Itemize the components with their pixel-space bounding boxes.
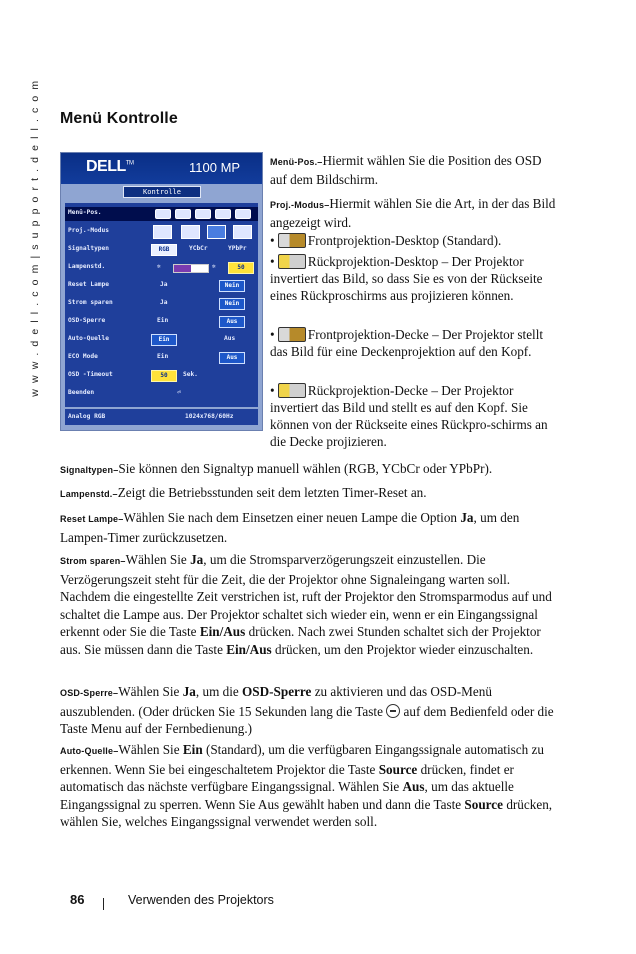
signal-description: Signaltypen–Sie können den Signaltyp manuell wählen (RGB, YCbCr oder YPbPr). <box>60 461 493 476</box>
osd-row-auto-source[interactable]: Auto-Quelle Ein Aus <box>65 333 258 347</box>
osd-title: Kontrolle <box>123 186 201 198</box>
osd-row-menu-pos[interactable]: Menü-Pos. <box>65 207 258 221</box>
bullet-rear-ceiling: • Rückprojektion-Decke – Der Projektor invertiert das Bild und stellt es auf den Kopf. Sie können von der Rückseite eines Rückpro-schirms an die Decke projizieren. <box>270 383 548 449</box>
footer-divider <box>103 898 104 910</box>
position-icon <box>175 209 191 219</box>
osd-row-timeout[interactable]: OSD -Timeout 50 Sek. <box>65 369 258 383</box>
sidebar-url: w w w . d e l l . c o m | s u p p o r t . d e l l . c o m <box>29 79 41 397</box>
osd-panel <box>65 203 258 407</box>
bullet-front-desktop: • Frontprojektion-Desktop (Standard). <box>270 233 502 248</box>
osd-row-signal[interactable]: Signaltypen RGB YCbCr YPbPr <box>65 243 258 257</box>
osd-model: 1100 MP <box>189 160 241 175</box>
auto-source-description: Auto-Quelle–Wählen Sie Ein (Standard), um die verfügbaren Eingangssignale automatisch zu erkennen. Wenn Sie bei eingeschaltetem Projektor die Taste Source drücken, findet er automatisch das nächste verfügbare Eingangssignal. Wählen Sie Aus, um das aktuelle Eingangssignal zu sperren. Wenn Sie Aus gewählt haben und dann die Taste Source drücken, wählen Sie, welches Eingangssignal verwendet werden soll. <box>60 742 553 829</box>
menu-button-icon <box>386 704 400 718</box>
page-number: 86 <box>70 892 85 907</box>
front-desktop-icon <box>278 233 306 248</box>
osd-row-power-save[interactable]: Strom sparen Ja Nein <box>65 297 258 311</box>
osd-row-exit[interactable]: Beenden ⏎ <box>68 389 181 396</box>
reset-description: Reset Lampe–Wählen Sie nach dem Einsetzen einer neuen Lampe die Option Ja, um den Lampen-Timer zurückzusetzen. <box>60 510 520 545</box>
dell-logo: DELL™ <box>86 158 134 175</box>
rear-desktop-icon <box>278 254 306 269</box>
footer-title: Verwenden des Projektors <box>128 893 274 907</box>
position-icon <box>235 209 251 219</box>
osd-menu-image <box>60 152 263 431</box>
position-icon <box>195 209 211 219</box>
front-ceiling-icon <box>278 327 306 342</box>
lamp-icon: ✲ <box>212 263 216 270</box>
proj-mode-description: Proj.-Modus–Hiermit wählen Sie die Art, in der das Bild angezeigt wird. <box>270 196 556 230</box>
bullet-rear-desktop: • Rückprojektion-Desktop – Der Projektor invertiert das Bild, so dass Sie es von der Rückseite eines Rückproschirms aus projizieren können. <box>270 254 543 303</box>
menu-pos-description: Menü-Pos.–Hiermit wählen Sie die Position des OSD auf dem Bildschirm. <box>270 153 542 187</box>
exit-icon: ⏎ <box>177 389 181 396</box>
osd-row-proj-mode[interactable]: Proj.-Modus <box>65 225 258 239</box>
osd-row-eco[interactable]: ECO Mode Ein Aus <box>65 351 258 365</box>
lamp-icon: ✲ <box>157 263 161 270</box>
projection-icon <box>207 225 226 239</box>
lamp-bar <box>173 264 209 273</box>
page-heading: Menü Kontrolle <box>60 110 178 127</box>
osd-row-lamp: Lampenstd. ✲ ✲ 50 <box>65 261 258 275</box>
osd-header <box>61 153 262 184</box>
position-icon <box>215 209 231 219</box>
projection-icon <box>153 225 172 239</box>
osd-status-bar: Analog RGB 1024x768/60Hz <box>65 409 258 425</box>
osd-lock-description: OSD-Sperre–Wählen Sie Ja, um die OSD-Sperre zu aktivieren und das OSD-Menü auszublenden. (Oder drücken Sie 15 Sekunden lang die Taste auf dem Bedienfeld oder die Taste Menu auf der Fernbedienung.) <box>60 684 554 736</box>
projection-icon <box>181 225 200 239</box>
rear-ceiling-icon <box>278 383 306 398</box>
osd-row-reset[interactable]: Reset Lampe Ja Nein <box>65 279 258 293</box>
bullet-front-ceiling: • Frontprojektion-Decke – Der Projektor stellt das Bild für eine Deckenprojektion auf den Kopf. <box>270 327 544 359</box>
position-icon <box>155 209 171 219</box>
projection-icon <box>233 225 252 239</box>
osd-row-osd-lock[interactable]: OSD-Sperre Ein Aus <box>65 315 258 329</box>
power-save-description: Strom sparen–Wählen Sie Ja, um die Stromsparverzögerungszeit einzustellen. Die Verzögerungszeit steht für die Zeit, die der Projektor ohne Signaleingang warten soll. Nachdem die eingestellte Zeit verstrichen ist, ruft der Projektor den Stromsparmodus auf und schaltet die Lampe aus. Der Projektor schaltet sich wieder ein, wenn er ein Eingangssignal erkennt oder Sie die Taste Ein/Aus drücken. Nach zwei Stunden schaltet sich der Projektor aus. Sie müssen dann die Taste Ein/Aus drücken, um den Projektor wieder einzuschalten. <box>60 552 552 657</box>
lamp-description: Lampenstd.–Zeigt die Betriebsstunden seit dem letzten Timer-Reset an. <box>60 485 427 500</box>
